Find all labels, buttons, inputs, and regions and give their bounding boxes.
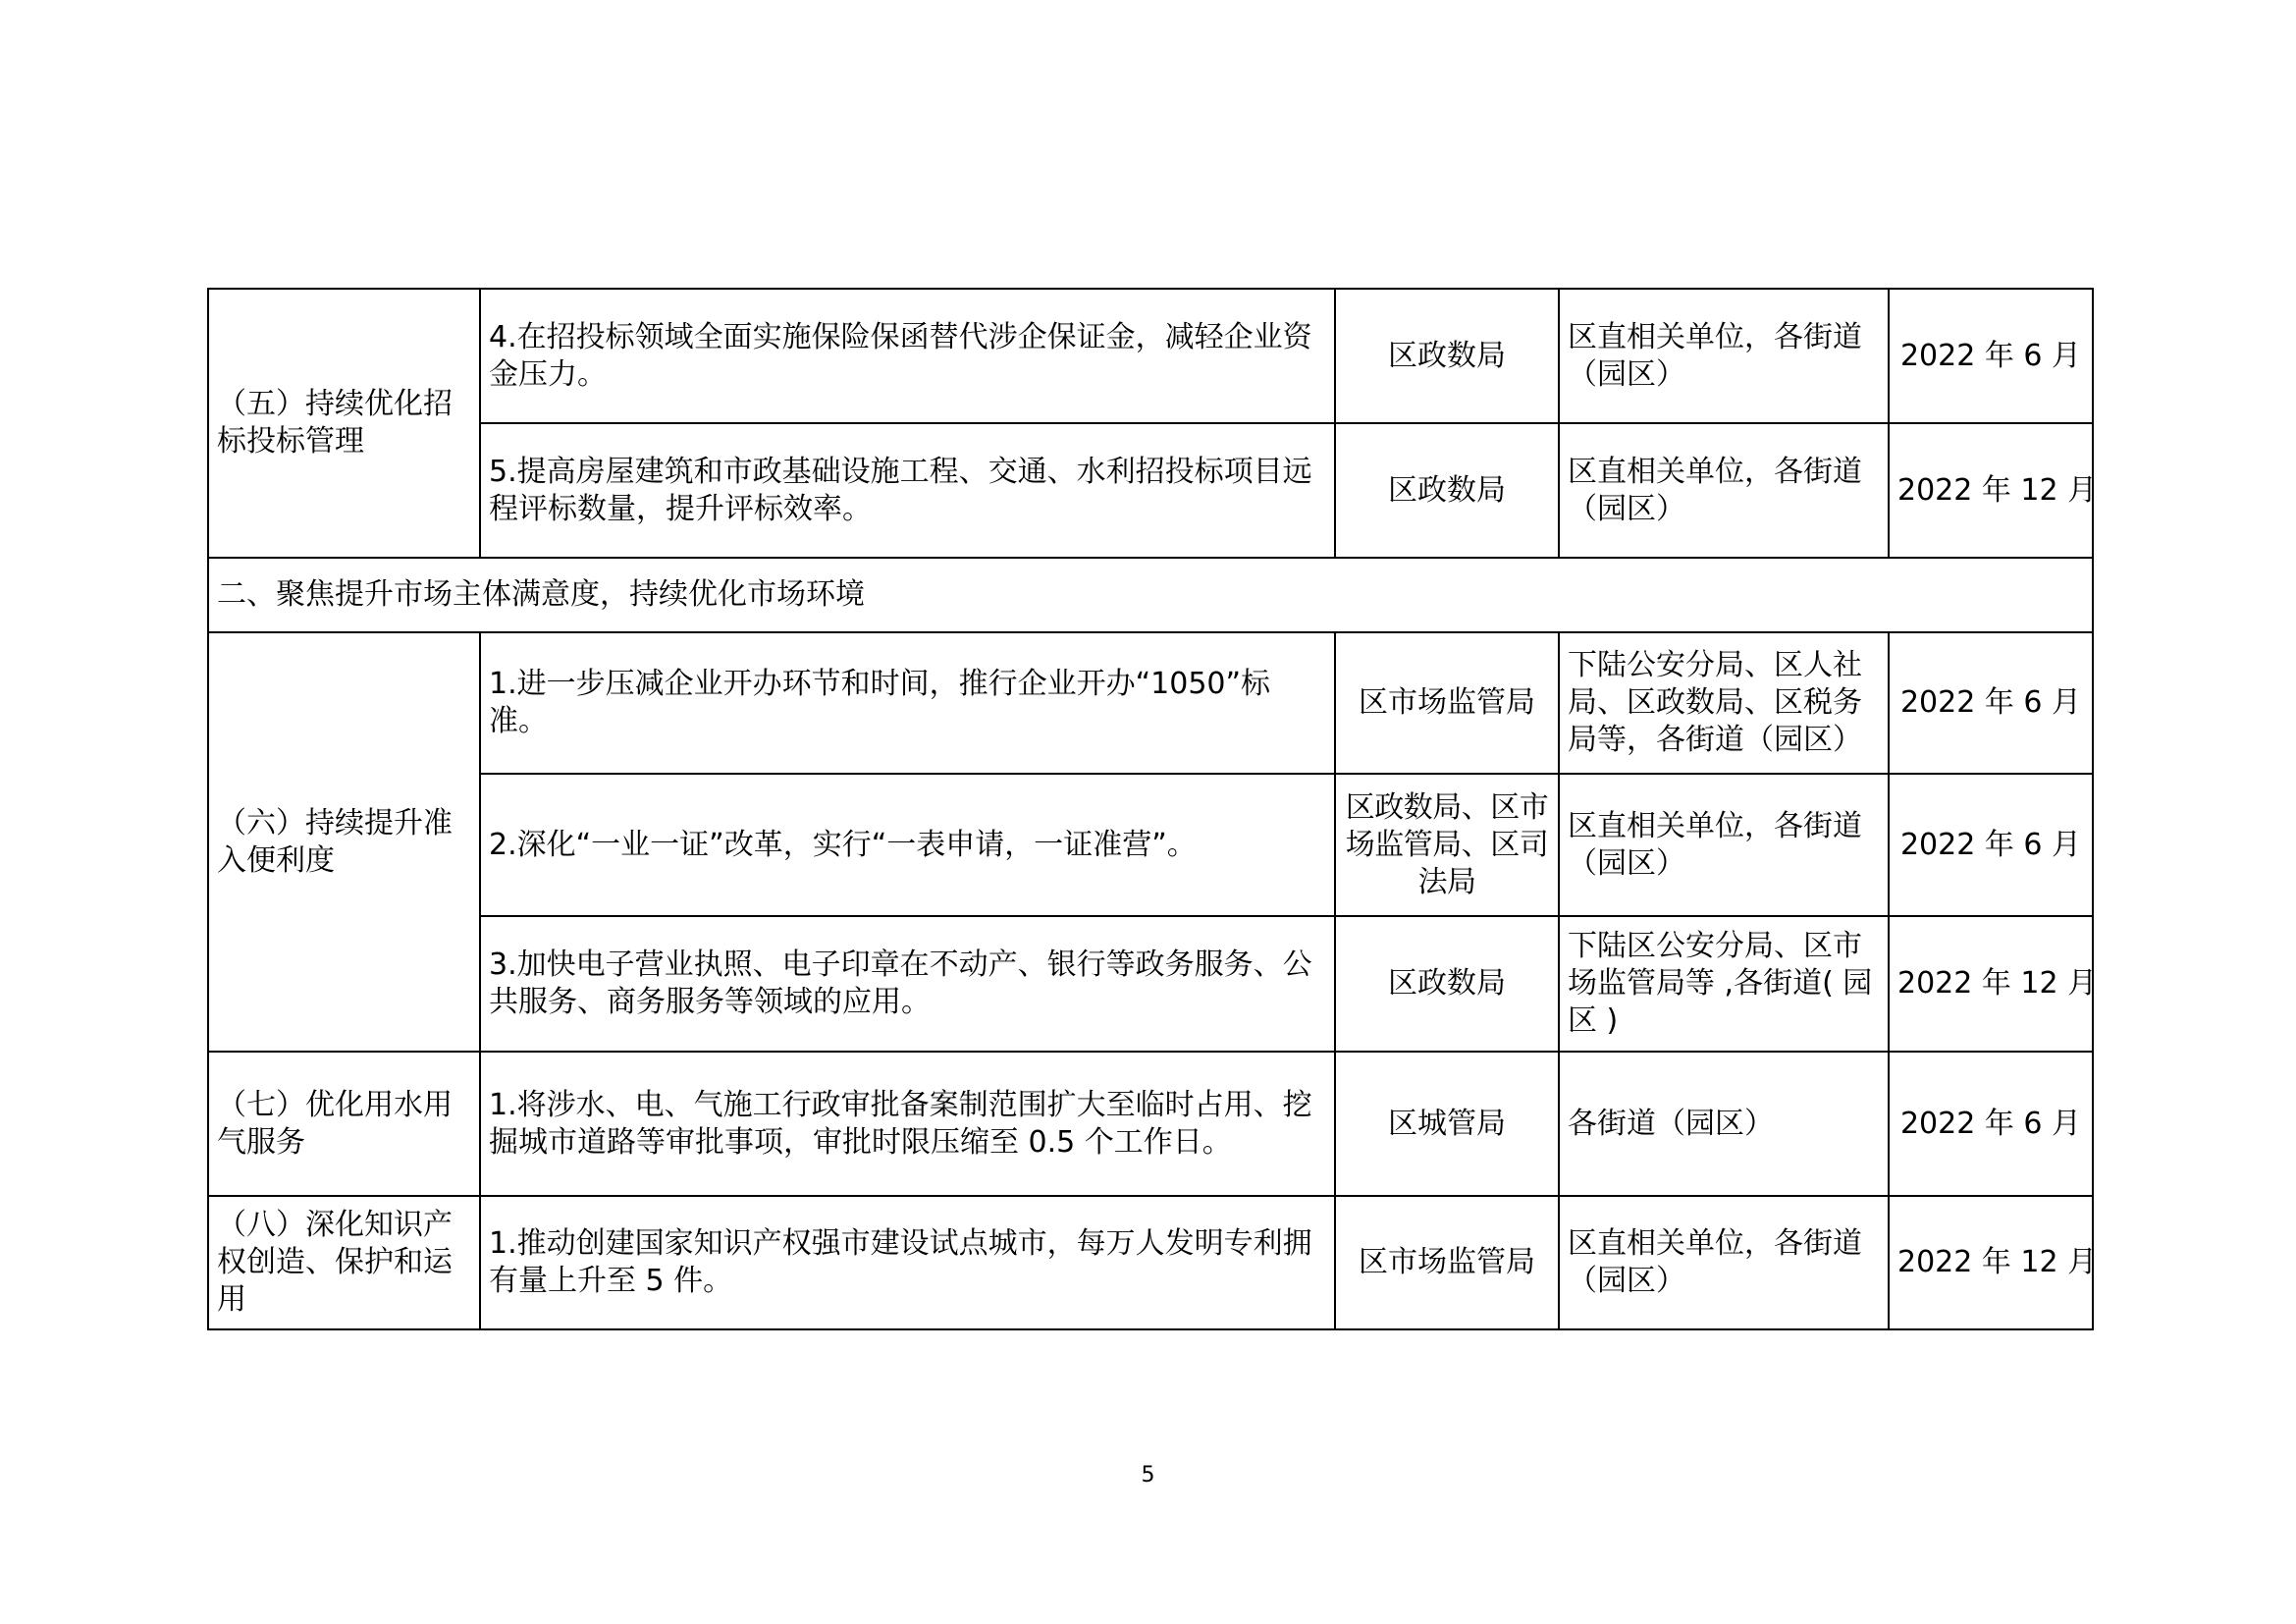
deadline-cell: 2022 年 12 月 bbox=[1889, 423, 2093, 558]
table-row bbox=[208, 1052, 2093, 1196]
table-row bbox=[208, 916, 2093, 1052]
cooperating-units-cell: 区直相关单位，各街道（园区） bbox=[1559, 1196, 1889, 1329]
section-heading: 二、聚焦提升市场主体满意度，持续优化市场环境 bbox=[208, 558, 2093, 632]
page-number: 5 bbox=[1141, 1463, 1155, 1488]
category-cell: （六）持续提升准入便利度 bbox=[208, 632, 480, 1052]
lead-department-cell: 区政数局、区市场监管局、区司法局 bbox=[1335, 774, 1559, 916]
category-cell: （七）优化用水用气服务 bbox=[208, 1052, 480, 1196]
task-cell: 1.将涉水、电、气施工行政审批备案制范围扩大至临时占用、挖掘城市道路等审批事项，审批时限压缩至 0.5 个工作日。 bbox=[480, 1052, 1335, 1196]
task-cell: 1.进一步压减企业开办环节和时间，推行企业开办“1050”标准。 bbox=[480, 632, 1335, 774]
cooperating-units-cell: 区直相关单位，各街道（园区） bbox=[1559, 289, 1889, 423]
cooperating-units-cell: 区直相关单位，各街道（园区） bbox=[1559, 774, 1889, 916]
cooperating-units-cell: 各街道（园区） bbox=[1559, 1052, 1889, 1196]
table-row bbox=[208, 1196, 2093, 1329]
category-cell: （五）持续优化招标投标管理 bbox=[208, 289, 480, 558]
deadline-cell: 2022 年 12 月 bbox=[1889, 916, 2093, 1052]
table-row bbox=[208, 289, 2093, 423]
cooperating-units-cell: 下陆公安分局、区人社局、区政数局、区税务局等，各街道（园区） bbox=[1559, 632, 1889, 774]
lead-department-cell: 区政数局 bbox=[1335, 423, 1559, 558]
category-cell: （八）深化知识产权创造、保护和运用 bbox=[208, 1196, 480, 1329]
cooperating-units-cell: 下陆区公安分局、区市场监管局等 ,各街道( 园区 ) bbox=[1559, 916, 1889, 1052]
lead-department-cell: 区市场监管局 bbox=[1335, 632, 1559, 774]
task-cell: 4.在招投标领域全面实施保险保函替代涉企保证金，减轻企业资金压力。 bbox=[480, 289, 1335, 423]
lead-department-cell: 区政数局 bbox=[1335, 289, 1559, 423]
task-table bbox=[207, 288, 2098, 1330]
deadline-cell: 2022 年 6 月 bbox=[1889, 289, 2093, 423]
deadline-cell: 2022 年 12 月 bbox=[1889, 1196, 2093, 1329]
cooperating-units-cell: 区直相关单位，各街道（园区） bbox=[1559, 423, 1889, 558]
deadline-cell: 2022 年 6 月 bbox=[1889, 1052, 2093, 1196]
lead-department-cell: 区市场监管局 bbox=[1335, 1196, 1559, 1329]
deadline-cell: 2022 年 6 月 bbox=[1889, 632, 2093, 774]
task-cell: 3.加快电子营业执照、电子印章在不动产、银行等政务服务、公共服务、商务服务等领域的应用。 bbox=[480, 916, 1335, 1052]
table-row bbox=[208, 632, 2093, 774]
lead-department-cell: 区城管局 bbox=[1335, 1052, 1559, 1196]
table-row bbox=[208, 774, 2093, 916]
task-cell: 2.深化“一业一证”改革，实行“一表申请，一证准营”。 bbox=[480, 774, 1335, 916]
deadline-cell: 2022 年 6 月 bbox=[1889, 774, 2093, 916]
task-cell: 5.提高房屋建筑和市政基础设施工程、交通、水利招投标项目远程评标数量，提升评标效率。 bbox=[480, 423, 1335, 558]
task-cell: 1.推动创建国家知识产权强市建设试点城市，每万人发明专利拥有量上升至 5 件。 bbox=[480, 1196, 1335, 1329]
section-heading-row bbox=[208, 558, 2093, 632]
table-row bbox=[208, 423, 2093, 558]
lead-department-cell: 区政数局 bbox=[1335, 916, 1559, 1052]
